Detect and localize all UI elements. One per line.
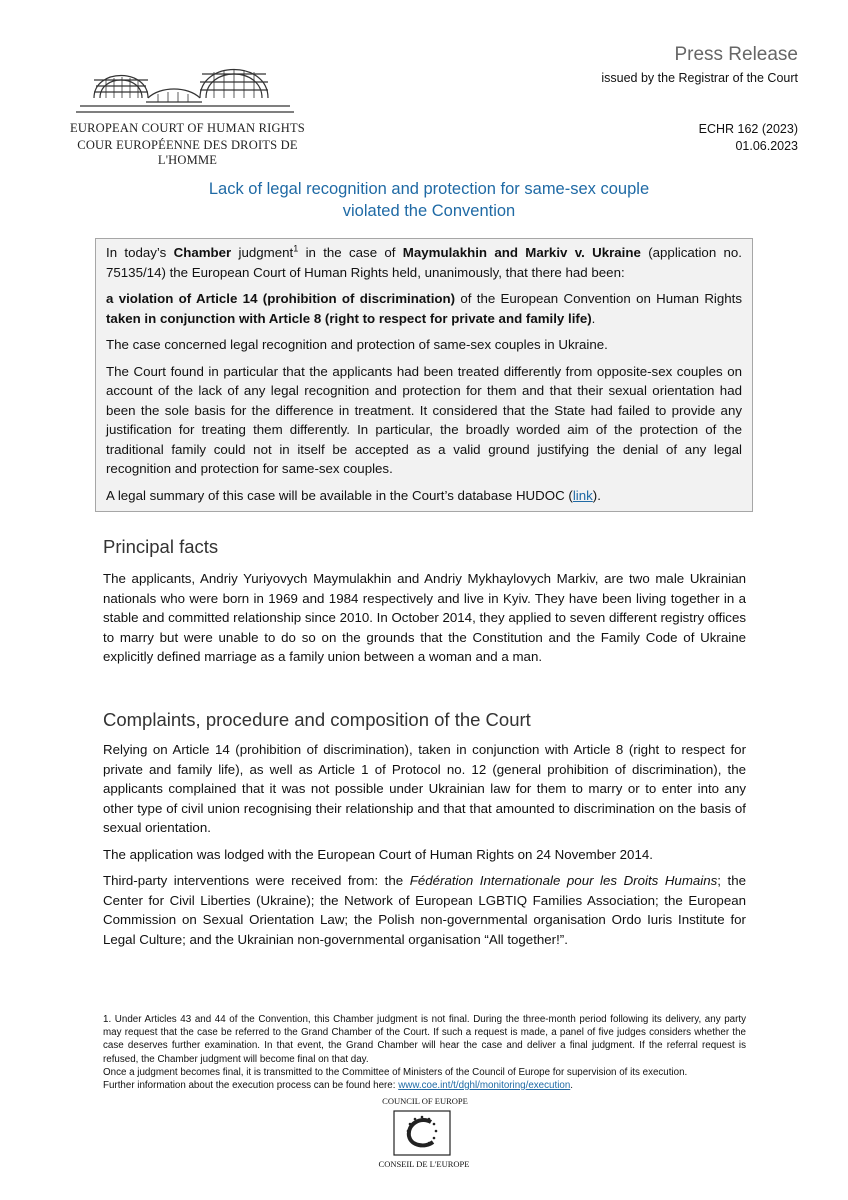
reference-number: ECHR 162 (2023) <box>698 122 798 136</box>
principal-facts-section <box>103 569 746 674</box>
title-line-1: Lack of legal recognition and protection for same-sex couple <box>208 180 650 198</box>
footnote-paragraph-3: Further information about the execution process can be found here: www.coe.int/t/dghl/monitoring/execution. <box>103 1080 574 1092</box>
page-title <box>95 178 763 222</box>
council-of-europe-logo <box>393 1110 451 1156</box>
doc-type: Press Release <box>674 44 798 65</box>
summary-paragraph-5: A legal summary of this case will be available in the Court’s database HUDOC (link). <box>106 487 601 503</box>
footnote <box>103 1013 746 1092</box>
complaints-section <box>103 740 746 956</box>
footnote-paragraph-1: 1. Under Articles 43 and 44 of the Convention, this Chamber judgment is not final. During the three-month period following its delivery, any party may request that the case be referred to the Grand Chamber of the Court. If such a request is made, a panel of five judges considers whether the case deserves further examination. In that event, the Grand Chamber will hear the case and deliver a final judgment. If the referral request is refused, the Chamber judgment will become final on that day. <box>103 1014 746 1065</box>
principal-facts-paragraph: The applicants, Andriy Yuriyovych Maymulakhin and Andriy Mykhaylovych Markiv, are two male Ukrainian nationals who were born in 1969 and 1984 respectively and live in Kyiv. They have been living together in a stable and committed relationship since 2010. In October 2014, they applied to seven different registry offices to marry but were unable to do so on the grounds that the Constitution and the Family Code of Ukraine explicitly defined marriage as a family union between a woman and a man. <box>103 571 746 664</box>
coe-name-fr: CONSEIL DE L'EUROPE <box>378 1159 470 1169</box>
coe-stars-icon <box>393 1110 451 1156</box>
court-name-fr: COUR EUROPÉENNE DES DROITS DE L'HOMME <box>77 138 298 167</box>
case-name: Maymulakhin and Markiv v. Ukraine <box>402 245 641 260</box>
complaints-heading: Complaints, procedure and composition of the Court <box>103 709 531 730</box>
summary-paragraph-3: The case concerned legal recognition and protection of same-sex couples in Ukraine. <box>106 337 608 352</box>
court-name-en: EUROPEAN COURT OF HUMAN RIGHTS <box>70 121 305 135</box>
summary-paragraph-4: The Court found in particular that the applicants had been treated differently from opposite-sex couples on account of the lack of any legal recognition and protection for them and that their sexual orientation had been the sole basis for the difference in treatment. It considered that the State had failed to provide any justification for treating them differently. In particular, the broadly worded aim of the protection of the traditional family could not in itself be accepted as a valid ground justifying the denial of any legal recognition and protection for same-sex couples. <box>106 363 742 476</box>
hudoc-link[interactable]: link <box>572 487 593 503</box>
summary-paragraph-1: In today’s Chamber judgment$^1$ in the case of Maymulakhin and Markiv v. Ukraine (application no. 75135/14) the European Court of Human Rights held, unanimously, that there had been: <box>106 243 742 280</box>
court-building-icon <box>50 50 325 120</box>
complaints-paragraph-1: Relying on Article 14 (prohibition of discrimination), taken in conjunction with Article 8 (right to respect for private and family life), as well as Article 1 of Protocol no. 12 (general prohibition of discrimination), the applicants complained that it was not possible under Ukrainian law for them to marry or to enter into any other type of civil union recognising their relationship and that that amounted to discrimination on the basis of sexual orientation. <box>103 742 746 835</box>
summary-paragraph-2: a violation of Article 14 (prohibition of discrimination) of the European Convention on Human Rights taken in conjunction with Article 8 (right to respect for private and family life). <box>106 291 743 326</box>
issued-by: issued by the Registrar of the Court <box>601 71 798 85</box>
coe-name-en: COUNCIL OF EUROPE <box>382 1096 468 1106</box>
summary-box <box>95 238 753 512</box>
principal-facts-heading: Principal facts <box>103 536 219 557</box>
complaints-paragraph-2: The application was lodged with the European Court of Human Rights on 24 November 2014. <box>103 846 653 862</box>
title-line-2: violated the Convention <box>342 202 516 220</box>
footnote-paragraph-2: Once a judgment becomes final, it is transmitted to the Committee of Ministers of the Council of Europe for supervision of its execution. <box>103 1066 688 1078</box>
release-date: 01.06.2023 <box>735 139 798 153</box>
execution-link[interactable]: www.coe.int/t/dghl/monitoring/execution <box>398 1080 571 1092</box>
complaints-paragraph-3: Third-party interventions were received from: the Fédération Internationale pour les Droits Humains; the Center for Civil Liberties (Ukraine); the Network of European LGBTIQ Families Association; the European Commission on Sexual Orientation Law; the Polish non-governmental organisation Ordo Iuris Institute for Legal Culture; and the Ukrainian non-governmental organisation “All together!”. <box>103 873 747 947</box>
footnote-ref[interactable]: 1 <box>293 243 299 254</box>
